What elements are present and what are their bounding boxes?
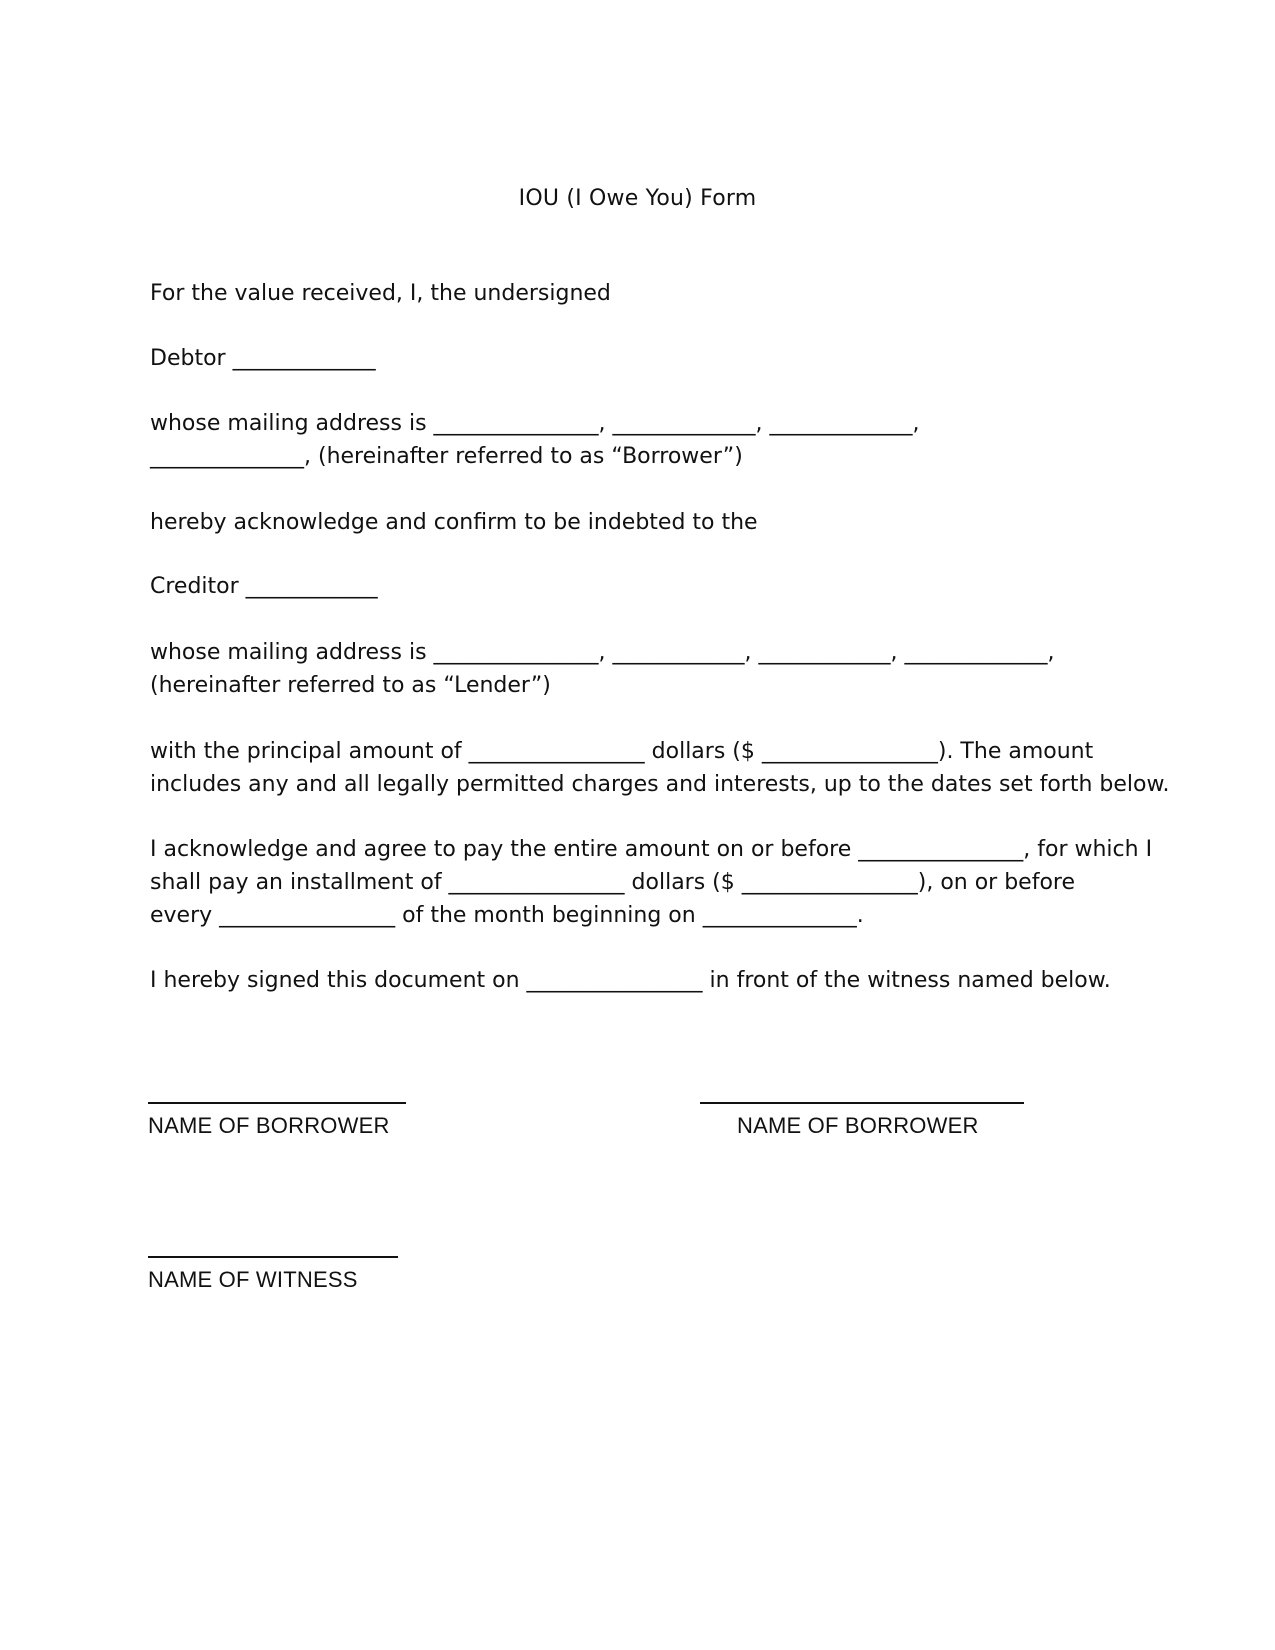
borrower-address-line-1: whose mailing address is _______________, _____________, _____________, (150, 411, 920, 436)
acknowledge-line: hereby acknowledge and confirm to be indebted to the (150, 510, 758, 535)
borrower-address-line-2: ______________, (hereinafter referred to as “Borrower”) (150, 444, 743, 469)
principal-line-1: with the principal amount of ________________ dollars ($ ________________). The amount (150, 739, 1094, 764)
borrower-name-label-left: NAME OF BORROWER (148, 1113, 390, 1138)
payment-line-2: shall pay an installment of ________________ dollars ($ ________________), on or before (150, 870, 1076, 895)
witness-signature-line (148, 1256, 398, 1258)
borrower-signature-line-right (700, 1102, 1024, 1104)
borrower-name-label-right: NAME OF BORROWER (737, 1113, 979, 1138)
creditor-line: Creditor ____________ (150, 574, 378, 599)
debtor-line: Debtor _____________ (150, 346, 376, 371)
signed-date-line: I hereby signed this document on ________________ in front of the witness named below. (150, 968, 1111, 993)
lender-address-line-2: (hereinafter referred to as “Lender”) (150, 673, 551, 698)
document-title: IOU (I Owe You) Form (518, 186, 757, 211)
borrower-signature-line-left (148, 1102, 406, 1104)
payment-line-3: every ________________ of the month beginning on ______________. (150, 903, 864, 928)
intro-line: For the value received, I, the undersigned (150, 281, 611, 306)
principal-line-2: includes any and all legally permitted charges and interests, up to the dates set forth below. (150, 772, 1170, 797)
payment-line-1: I acknowledge and agree to pay the entire amount on or before _______________, for which I (150, 837, 1153, 862)
witness-name-label: NAME OF WITNESS (148, 1267, 358, 1292)
lender-address-line-1: whose mailing address is _______________, ____________, ____________, _____________, (150, 640, 1055, 665)
